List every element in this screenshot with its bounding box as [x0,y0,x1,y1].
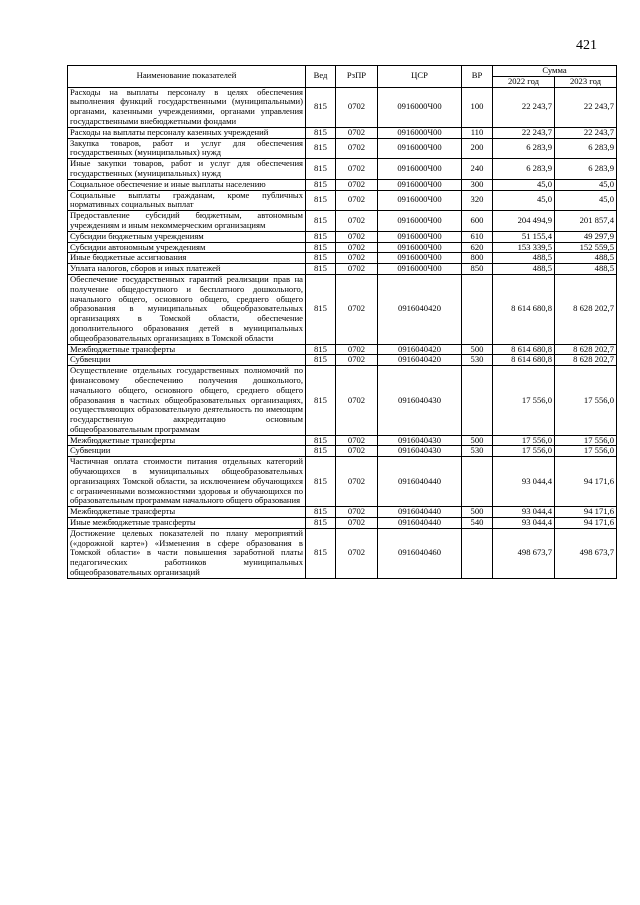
cell-ved: 815 [306,518,336,529]
cell-vr: 100 [462,87,493,127]
cell-csr: 0916040430 [378,446,462,457]
cell-name: Субвенции [68,355,306,366]
table-row [68,264,617,275]
cell-ved: 815 [306,446,336,457]
header-ved: Вед [306,66,336,88]
cell-sum-2022: 93 044,4 [493,507,555,518]
cell-csr: 0916000Ч00 [378,190,462,211]
cell-name: Иные межбюджетные трансферты [68,518,306,529]
cell-csr: 0916040420 [378,355,462,366]
cell-vr [462,457,493,507]
cell-csr: 0916000Ч00 [378,264,462,275]
cell-sum-2023: 17 556,0 [555,435,617,446]
table-row [68,435,617,446]
cell-sum-2022: 488,5 [493,253,555,264]
cell-name: Иные бюджетные ассигнования [68,253,306,264]
table-body [68,87,617,578]
cell-rzpr: 0702 [336,355,378,366]
cell-rzpr: 0702 [336,138,378,159]
cell-sum-2022: 488,5 [493,264,555,275]
cell-sum-2022: 8 614 680,8 [493,355,555,366]
cell-ved: 815 [306,253,336,264]
cell-ved: 815 [306,159,336,180]
cell-ved: 815 [306,507,336,518]
cell-vr: 610 [462,231,493,242]
cell-rzpr: 0702 [336,190,378,211]
cell-csr: 0916040440 [378,507,462,518]
cell-rzpr: 0702 [336,179,378,190]
cell-sum-2023: 94 171,6 [555,507,617,518]
cell-rzpr: 0702 [336,231,378,242]
cell-sum-2023: 498 673,7 [555,528,617,578]
cell-vr: 530 [462,355,493,366]
cell-rzpr: 0702 [336,446,378,457]
cell-csr: 0916000Ч00 [378,127,462,138]
cell-ved: 815 [306,366,336,436]
table-row [68,159,617,180]
cell-rzpr: 0702 [336,242,378,253]
cell-sum-2023: 49 297,9 [555,231,617,242]
cell-rzpr: 0702 [336,435,378,446]
header-vr: ВР [462,66,493,88]
cell-vr [462,366,493,436]
cell-ved: 815 [306,87,336,127]
budget-table [67,65,617,579]
table-row [68,366,617,436]
cell-ved: 815 [306,457,336,507]
table-row [68,446,617,457]
cell-sum-2023: 94 171,6 [555,457,617,507]
cell-name: Расходы на выплаты персоналу казенных учреждений [68,127,306,138]
cell-sum-2023: 17 556,0 [555,366,617,436]
cell-name: Достижение целевых показателей по плану мероприятий («дорожной карте») «Изменения в сфере образования в Томской области» в части повышения заработной платы педагогических работников муниципальных общеобразовательных организаций [68,528,306,578]
cell-vr [462,528,493,578]
cell-ved: 815 [306,435,336,446]
table-row [68,138,617,159]
cell-sum-2023: 45,0 [555,190,617,211]
cell-sum-2022: 45,0 [493,190,555,211]
cell-name: Иные закупки товаров, работ и услуг для обеспечения государственных (муниципальных) нужд [68,159,306,180]
cell-sum-2022: 6 283,9 [493,159,555,180]
cell-sum-2023: 22 243,7 [555,127,617,138]
table-row [68,190,617,211]
cell-name: Закупка товаров, работ и услуг для обеспечения государственных (муниципальных) нужд [68,138,306,159]
table-row [68,507,617,518]
cell-rzpr: 0702 [336,457,378,507]
cell-name: Осуществление отдельных государственных полномочий по финансовому обеспечению получения дошкольного, начального общего, основного общего, среднего общего образования в частных общеобразовательных организациях, осуществляющих образовательную деятельность по имеющим государственную аккредитацию основным общеобразовательным программам [68,366,306,436]
cell-rzpr: 0702 [336,274,378,344]
cell-sum-2022: 204 494,9 [493,211,555,232]
cell-name: Субсидии бюджетным учреждениям [68,231,306,242]
cell-vr: 320 [462,190,493,211]
cell-sum-2023: 94 171,6 [555,518,617,529]
cell-sum-2022: 93 044,4 [493,518,555,529]
cell-ved: 815 [306,274,336,344]
cell-csr: 0916000Ч00 [378,87,462,127]
header-rzpr: РзПР [336,66,378,88]
cell-rzpr: 0702 [336,264,378,275]
cell-ved: 815 [306,138,336,159]
cell-ved: 815 [306,190,336,211]
cell-name: Расходы на выплаты персоналу в целях обеспечения выполнения функций государственными (муниципальными) органами, казенными учреждениями, органами управления государственными внебюджетными фондами [68,87,306,127]
cell-csr: 0916040440 [378,457,462,507]
cell-rzpr: 0702 [336,528,378,578]
cell-csr: 0916040420 [378,344,462,355]
cell-sum-2023: 488,5 [555,253,617,264]
cell-sum-2023: 8 628 202,7 [555,355,617,366]
cell-vr: 500 [462,507,493,518]
cell-name: Обеспечение государственных гарантий реализации прав на получение общедоступного и бесплатного дошкольного, начального общего, основного общего, среднего общего образования в муниципальных общеобразовательных организациях в Томской области, обеспечение дополнительного образования детей в муниципальных общеобразовательных организациях в Томской области [68,274,306,344]
cell-name: Частичная оплата стоимости питания отдельных категорий обучающихся в муниципальных общеобразовательных организациях Томской области, за исключением обучающихся с ограниченными возможностями здоровья и обучающихся по образовательным программам начального общего образования [68,457,306,507]
cell-ved: 815 [306,242,336,253]
cell-ved: 815 [306,355,336,366]
cell-csr: 0916000Ч00 [378,138,462,159]
header-year-2023: 2023 год [555,76,617,87]
table-row [68,274,617,344]
table-row [68,242,617,253]
cell-sum-2022: 22 243,7 [493,127,555,138]
table-row [68,231,617,242]
cell-vr: 300 [462,179,493,190]
cell-sum-2022: 498 673,7 [493,528,555,578]
cell-sum-2022: 45,0 [493,179,555,190]
cell-sum-2023: 6 283,9 [555,159,617,180]
cell-csr: 0916040460 [378,528,462,578]
table-header [68,66,617,88]
cell-vr: 500 [462,344,493,355]
cell-rzpr: 0702 [336,507,378,518]
cell-vr: 800 [462,253,493,264]
cell-vr: 200 [462,138,493,159]
cell-vr: 600 [462,211,493,232]
cell-sum-2023: 201 857,4 [555,211,617,232]
cell-sum-2022: 22 243,7 [493,87,555,127]
cell-sum-2022: 17 556,0 [493,446,555,457]
header-sum: Сумма [493,66,617,77]
cell-rzpr: 0702 [336,127,378,138]
cell-vr: 530 [462,446,493,457]
cell-name: Субвенции [68,446,306,457]
page-number: 421 [576,38,597,53]
header-csr: ЦСР [378,66,462,88]
cell-csr: 0916040430 [378,366,462,436]
cell-csr: 0916000Ч00 [378,253,462,264]
cell-ved: 815 [306,231,336,242]
cell-vr: 850 [462,264,493,275]
cell-sum-2022: 17 556,0 [493,366,555,436]
cell-ved: 815 [306,127,336,138]
cell-csr: 0916000Ч00 [378,211,462,232]
table-row [68,518,617,529]
cell-rzpr: 0702 [336,518,378,529]
table-row [68,344,617,355]
cell-rzpr: 0702 [336,366,378,436]
cell-ved: 815 [306,264,336,275]
cell-sum-2022: 8 614 680,8 [493,344,555,355]
cell-csr: 0916000Ч00 [378,231,462,242]
cell-name: Субсидии автономным учреждениям [68,242,306,253]
cell-sum-2023: 45,0 [555,179,617,190]
cell-csr: 0916040420 [378,274,462,344]
cell-name: Предоставление субсидий бюджетным, автономным учреждениям и иным некоммерческим организациям [68,211,306,232]
cell-name: Межбюджетные трансферты [68,507,306,518]
cell-csr: 0916000Ч00 [378,242,462,253]
cell-sum-2023: 152 559,5 [555,242,617,253]
cell-vr [462,274,493,344]
cell-vr: 620 [462,242,493,253]
table-row [68,211,617,232]
cell-csr: 0916040430 [378,435,462,446]
cell-csr: 0916000Ч00 [378,159,462,180]
cell-csr: 0916040440 [378,518,462,529]
cell-name: Уплата налогов, сборов и иных платежей [68,264,306,275]
table-row [68,253,617,264]
table-row [68,528,617,578]
cell-sum-2023: 6 283,9 [555,138,617,159]
header-name: Наименование показателей [68,66,306,88]
cell-rzpr: 0702 [336,87,378,127]
cell-vr: 500 [462,435,493,446]
table-row [68,127,617,138]
cell-sum-2022: 8 614 680,8 [493,274,555,344]
cell-ved: 815 [306,528,336,578]
cell-name: Межбюджетные трансферты [68,435,306,446]
cell-vr: 110 [462,127,493,138]
cell-ved: 815 [306,344,336,355]
cell-sum-2023: 8 628 202,7 [555,274,617,344]
cell-name: Социальное обеспечение и иные выплаты населению [68,179,306,190]
header-year-2022: 2022 год [493,76,555,87]
table-row [68,457,617,507]
cell-sum-2023: 22 243,7 [555,87,617,127]
cell-sum-2023: 17 556,0 [555,446,617,457]
cell-rzpr: 0702 [336,211,378,232]
table-row [68,87,617,127]
cell-sum-2022: 93 044,4 [493,457,555,507]
cell-name: Социальные выплаты гражданам, кроме публичных нормативных социальных выплат [68,190,306,211]
cell-csr: 0916000Ч00 [378,179,462,190]
cell-rzpr: 0702 [336,159,378,180]
table-row [68,179,617,190]
cell-sum-2022: 6 283,9 [493,138,555,159]
cell-vr: 240 [462,159,493,180]
cell-sum-2022: 17 556,0 [493,435,555,446]
cell-vr: 540 [462,518,493,529]
cell-rzpr: 0702 [336,344,378,355]
cell-ved: 815 [306,211,336,232]
cell-sum-2023: 8 628 202,7 [555,344,617,355]
cell-sum-2022: 51 155,4 [493,231,555,242]
table-row [68,355,617,366]
cell-ved: 815 [306,179,336,190]
cell-name: Межбюджетные трансферты [68,344,306,355]
cell-sum-2023: 488,5 [555,264,617,275]
cell-rzpr: 0702 [336,253,378,264]
cell-sum-2022: 153 339,5 [493,242,555,253]
